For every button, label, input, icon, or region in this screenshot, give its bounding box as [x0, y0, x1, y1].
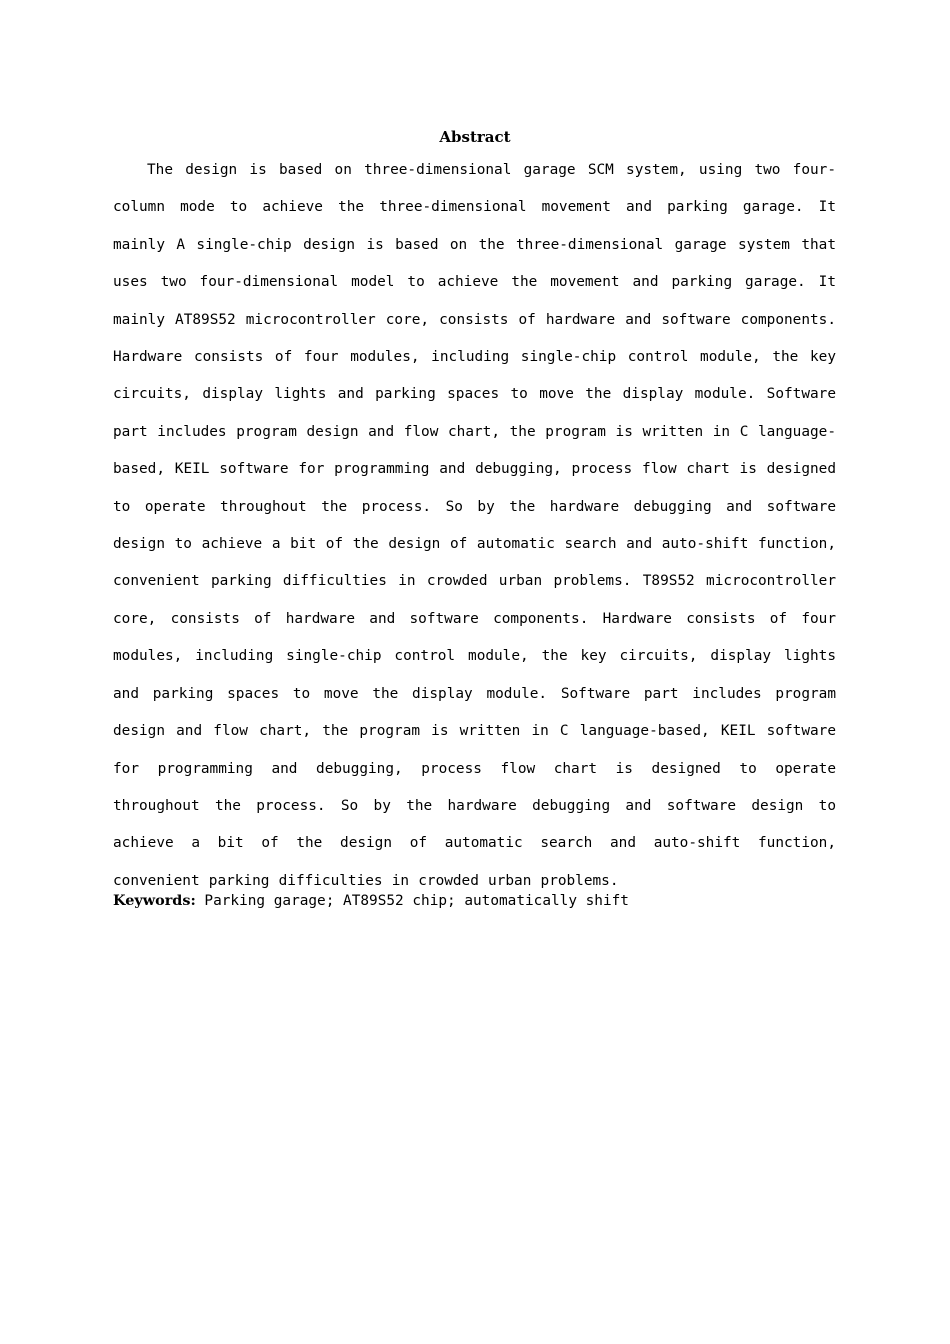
abstract-title: Abstract	[439, 128, 511, 146]
keywords-value: Parking garage; AT89S52 chip; automatically shift	[195, 893, 629, 909]
keywords-line	[113, 889, 836, 913]
keywords-label: Keywords:	[113, 892, 196, 909]
abstract-paragraph: The design is based on three-dimensional garage SCM system, using two four-column mode to achieve the three-dimensional movement and parking garage. It mainly A single-chip design is based on the three-dimensional garage system that uses two four-dimensional model to achieve the movement and parking garage. It mainly AT89S52 microcontroller core, consists of hardware and software components. Hardware consists of four modules, including single-chip control module, the key circuits, display lights and parking spaces to move the display module. Software part includes program design and flow chart, the program is written in C language-based, KEIL software for programming and debugging, process flow chart is designed to operate throughout the process. So by the hardware debugging and software design to achieve a bit of the design of automatic search and auto-shift function, convenient parking difficulties in crowded urban problems. T89S52 microcontroller core, consists of hardware and software components. Hardware consists of four modules, including single-chip control module, the key circuits, display lights and parking spaces to move the display module. Software part includes program design and flow chart, the program is written in C language-based, KEIL software for programming and debugging, process flow chart is designed to operate throughout the process. So by the hardware debugging and software design to achieve a bit of the design of automatic search and auto-shift function, convenient parking difficulties in crowded urban problems.	[113, 162, 836, 889]
